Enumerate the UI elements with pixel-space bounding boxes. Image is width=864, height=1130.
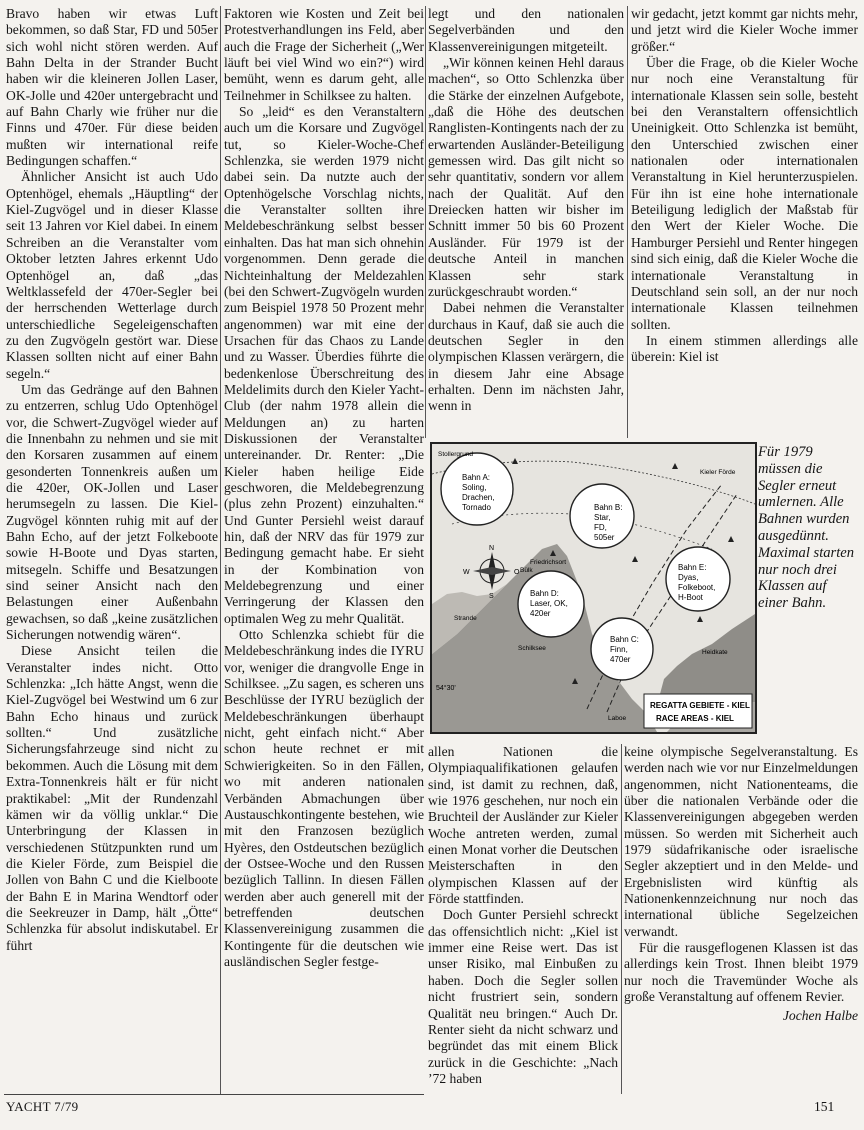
article-column-2 [224,6,424,969]
course-class: 420er [530,609,551,618]
paragraph: Diese Ansicht teilen die Veranstalter indes nicht. Otto Schlenzka: „Ich hätte Angst, wenn die Kiel-Zugvögel bei Westwind um 6 zur Bahn Echo hinaus und zurück sollten.“ Und zusätzliche Sicherungsfahrzeuge sind nicht zu bekommen. Auch die Lösung mit dem Extra-Tonnenkreis hält er für nicht praktikabel: „Mit der Rundenzahl kämen wir da völlig unklar.“ Die Unterbringung der Klassen in verschiedenen Stützpunkten rund um die Kieler Förde, zum Beispiel die Jollen von Bahn C und die Kielboote der Bahn E in Marina Wendtorf oder die Seekreuzer in Damp, hält „Ötte“ Schlenzka für absolut indiskutabel. Er führt [6,643,218,953]
place-label: Stollergrund [438,451,474,458]
place-label: Bülk [520,567,533,574]
course-class: Star, [594,513,611,522]
article-column-4 [631,6,858,446]
paragraph: allen Nationen die Olympiaqualifikationen gelaufen sind, ist damit zu rechnen, daß, wie 1976 geschehen, nur noch ein Bruchteil der Ausländer zur Kieler Woche antreten werden, zumal einen Monat vorher die Deutschen Meisterschaften in den olympischen Klassen auf der Förde stattfinden. [428,744,618,907]
place-label: Laboe [608,715,627,722]
page-number: 151 [814,1099,835,1114]
magazine-issue: YACHT 7/79 [6,1099,79,1114]
map-title-en: RACE AREAS - KIEL [656,714,734,723]
paragraph: In einem stimmen allerdings alle überein: Kiel ist [631,332,858,365]
paragraph: wir gedacht, jetzt kommt gar nichts mehr, und jetzt wird die Kieler Woche immer größer.“ [631,6,858,54]
paragraph: Ähnlicher Ansicht ist auch Udo Optenhögel, ehemals „Häuptling“ der Kiel-Zugvögel und in dieser Klasse seit 13 Jahren vor Kiel dabei. In einem Schreiben an die Veranstalter vom Oktober letzten Jahres erkennt Udo Optenhögel an, daß „das Weltklassefeld der 470er-Segler bei der herrschenden Wetterlage durch unterschiedliche Segeleigenschaften zu den Zugvögeln gestört war. Diese Klassen sollten nicht auf einer Bahn segeln.“ [6,169,218,381]
place-label: Friedrichsort [530,559,567,566]
paragraph: Für die rausgeflogenen Klassen ist das allerdings kein Trost. Ihnen bleibt 1979 nur noch die Travemünder Woche als große Veranstaltung auf offenem Revier. [624,940,858,1005]
place-label: Strande [454,615,477,622]
footer-rule [4,1094,424,1095]
paragraph: Über die Frage, ob die Kieler Woche nur noch eine Veranstaltung für internationale Klassen sein solle, besteht bei den Veranstaltern offensichtlich Uneinigkeit. Otto Schlenzka ist bemüht, den Unterschied zwischen einer nationalen oder internationalen Veranstaltung in Kiel herunterzuspielen. Für ihn ist eine hohe internationale Beteiligung lediglich der Maßstab für den Wert der Kieler Woche. Die Hamburger Persiehl und Renter hingegen sind sich einig, daß die Kieler Woche die internationale Veranstaltung in Deutschland sein soll, an der nur noch internationale Klassen teilnehmen sollten. [631,55,858,332]
place-label: Kieler Förde [700,469,736,476]
compass-label: N [489,545,495,552]
course-label-c: Bahn C: [610,635,639,644]
place-label: Schilksee [518,645,546,652]
paragraph: Doch Gunter Persiehl schreckt das offensichtlich nicht: „Kiel ist immer eine Reise wert. Das ist unser Risiko, mal Einbußen zu haben. Doch die Segler sollen nicht frustriert sein, sondern Qualität neu bringen.“ Auch Dr. Renter sieht da nicht schwarz und begründet das mit einem Blick zurück in die Geschichte: „Nach ’72 haben [428,907,618,1086]
course-class: FD, [594,523,607,532]
paragraph: Um das Gedränge auf den Bahnen zu entzerren, schlug Udo Optenhögel vor, die Schwert-Zugvögel wieder auf die Innenbahn zu nehmen und sie mit den Korsaren zusammen auf einem gesonderten Tonnenkreis außen um die 420er, OK-Jollen und Laser herumsegeln zu lassen. Die Kiel-Zugvögel könnten ruhig mit auf der Bahn Echo, auf der jetzt Folkeboote sowie H-Boote und Dyas starten, mitsegeln. Schiffe und Besatzungen sind seiner Ansicht nach den Belastungen einer Außenbahn gewachsen, so daß „keine zusätzlichen Sicherungen notwendig wären“. [6,381,218,643]
race-area-map [430,442,757,734]
paragraph: „Wir können keinen Hehl daraus machen“, so Otto Schlenzka über die Stärke der einzelnen Aufgebote, „daß die Höhe des deutschen Ranglisten-Kontingents nach der zu erwartenden Ausländer-Beteiligung gemessen wird. Das gilt nicht so sehr quantitativ, sondern vor allem nach der Qualität. Auf den Dreiecken hatten wir bisher im Schnitt immer 50 bis 60 Prozent Ausländer. Für 1979 ist der deutsche Anteil in manchen Klassen sehr stark zurückgeschraubt worden.“ [428,55,624,299]
place-label: Heidkate [702,649,728,656]
map-drawing [432,444,755,732]
author-signature: Jochen Halbe [782,1007,858,1023]
compass-label: W [463,569,470,576]
column-divider [621,744,622,1094]
paragraph: Otto Schlenzka schiebt für die Meldebeschränkung indes die IYRU vor, weniger die drangvolle Enge in Schilksee. „Zu sagen, es scheren uns Beschlüsse der IYRU bezüglich der Meldebeschränkungen überhaupt nicht, geht einfach nicht.“ Aber schon heute rechnet er mit Schwierigkeiten. So in den Fällen, wo mit anderen nationalen Verbänden Abmachungen über Austauschkontingente bestehen, wie mit den Franzosen bezüglich Hyères, den Ostdeutschen bezüglich der Ostsee-Woche und den Russen bezüglich Tallinn. In diesen Fällen werden aber auch generell mit der betreffenden deutschen Klassenvereinigung zusammen die Kontingente für die deutschen wie ausländischen Segler festge- [224,627,424,969]
course-class: Soling, [462,483,487,492]
map-caption: Für 1979 müssen die Segler erneut umlernen. Alle Bahnen wurden ausgedünnt. Maximal starten nur noch drei Klassen auf einer Bahn. [758,444,855,612]
column-divider [220,6,221,1094]
course-class: Dyas, [678,573,699,582]
paragraph: keine olympische Segelveranstaltung. Es werden nach wie vor nur Einzelmeldungen angenommen, nicht Nationenteams, die über die nationalen Verbände oder die Klassenvereinigungen abgegeben werden müssen. So werden mit Sicherheit auch 1979 südafrikanische oder israelische Segler akzeptiert und in den Melde- und Ergebnislisten wird künftig als Nationenkennzeichnung nur noch das international übliche Segelzeichen verwandt. [624,744,858,939]
paragraph: Dabei nehmen die Veranstalter durchaus in Kauf, daß sie auch die deutschen Segler in den olympischen Klassen verärgern, die in diesem Jahr eine Absage erhalten. Denn im nächsten Jahr, wenn in [428,300,624,414]
column-divider [627,6,628,438]
map-title-de: REGATTA GEBIETE - KIEL [650,701,750,710]
latitude-label: 54°30' [436,685,456,692]
paragraph: Faktoren wie Kosten und Zeit bei Protestverhandlungen ins Feld, aber auch die Frage der Sicherheit („Wer läuft bei viel Wind wo ein?“) wird bemüht, wenn es darum geht, alle Teilnehmer in Schilksee zu halten. [224,6,424,103]
compass-label: O [514,569,520,576]
course-class: H-Boot [678,593,703,602]
paragraph: So „leid“ es den Veranstaltern auch um die Korsare und Zugvögel tut, so Kieler-Woche-Chef Schlenzka, sie werden 1979 nicht dabei sein. Da nutzte auch der Optenhögelsche Vorschlag nichts, die Veranstalter sollten ihre Meldebeschränkung selbst besser einhalten. Das hat man sich ohnehin vorgenommen. Denn gerade die Nichteinhaltung der Meldezahlen (bei den Schwert-Zugvögeln wurden zum Beispiel 1978 50 Prozent mehr angenommen) war mit eine der Ursachen für das Chaos zu Lande und zu Wasser. Überdies führte die bedenkenlose Überschreitung des Meldelimits durch den Kieler Yacht-Club (der nahm 1978 allein die Meldungen an) zu harten Diskussionen der Veranstalter untereinander. Dr. Renter: „Die Kieler haben heilige Eide geschworen, die Meldebegrenzung (plus zehn Prozent) einzuhalten.“ Und Gunter Persiehl weist darauf hin, daß der NRV das für 1979 zur Bedingung gemacht habe. Er sieht in der Kombination von Meldebegrenzung und einer Verringerung der Klassen den optimalen Weg zu mehr Qualität. [224,104,424,626]
course-class: Drachen, [462,493,495,502]
article-column-1 [6,6,218,1106]
article-column-5 [428,744,618,1087]
course-class: Finn, [610,645,628,654]
course-class: Laser, OK, [530,599,568,608]
compass-label: S [489,593,494,600]
course-label-e: Bahn E: [678,563,707,572]
course-class: 505er [594,533,615,542]
paragraph: legt und den nationalen Segelverbänden und den Klassenvereinigungen mitgeteilt. [428,6,624,54]
course-label-a: Bahn A: [462,473,491,482]
course-class: Tornado [462,503,491,512]
article-column-6 [624,744,858,1024]
course-label-b: Bahn B: [594,503,623,512]
course-class: 470er [610,655,631,664]
paragraph: Bravo haben wir etwas Luft bekommen, so daß Star, FD und 505er sich wohl nicht stören werden. Auf Bahn Delta in der Strander Bucht haben wir die kleineren Jollen Laser, OK-Jolle und 420er untergebracht und auf Bahn Charly wie früher nur die Finns und 470er. Für diese beiden mußten wir international reife Bedingungen schaffen.“ [6,6,218,169]
course-class: Folkeboot, [678,583,716,592]
column-divider [425,6,426,438]
article-column-3 [428,6,624,446]
course-label-d: Bahn D: [530,589,559,598]
